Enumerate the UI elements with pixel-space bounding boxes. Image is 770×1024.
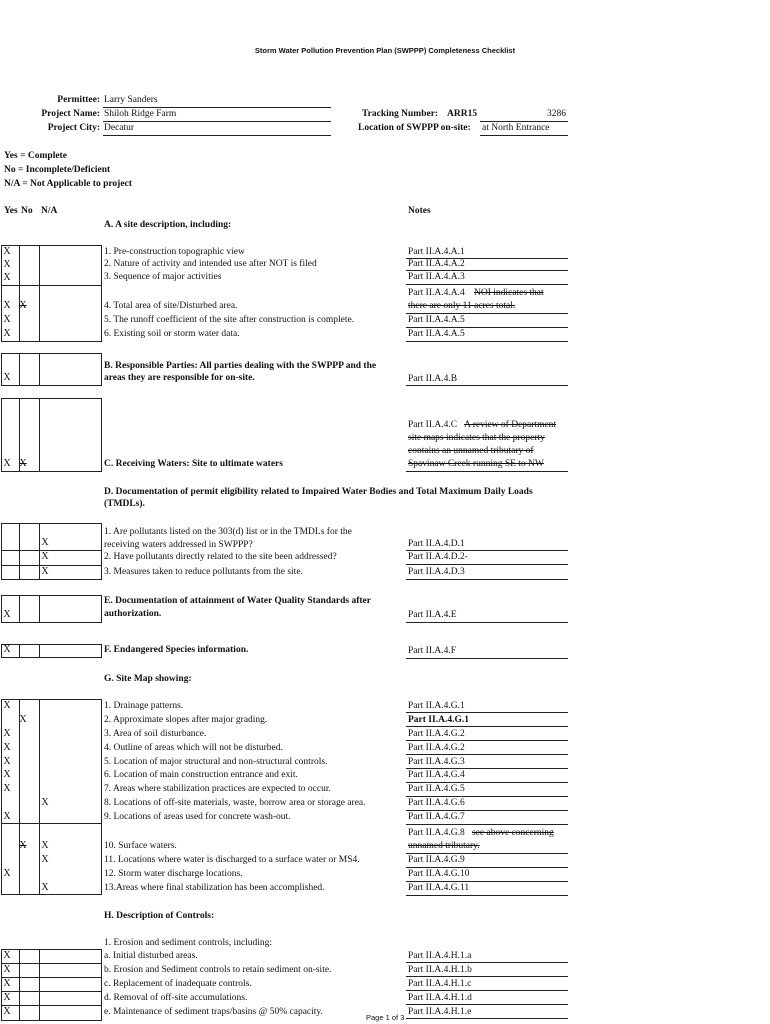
col-notes: Notes [408,206,431,216]
h-note-a: Part II.A.4.H.1.a [408,951,472,961]
g-note-12: Part II.A.4.G.10 [408,869,470,879]
h1a-yes-mark: X [3,950,11,961]
g-note-13: Part II.A.4.G.11 [408,883,470,893]
a-item-2: 2. Nature of activity and intended use after NOT is filed [104,259,317,269]
g-item-3: 3. Area of soil disturbance. [104,729,207,739]
section-g-title: G. Site Map showing: [104,674,192,684]
h-note-b: Part II.A.4.H.1.b [408,965,472,975]
page-number: Page 1 of 3 [366,1013,405,1022]
h-intro: 1. Erosion and sediment controls, including: [104,938,273,948]
d-item-2: 2. Have pollutants directly related to the site been addressed? [104,552,337,562]
a-note-4: Part II.A.4.A.4 [408,288,465,298]
a-note-6: Part II.A.4.A.5 [408,329,465,339]
g13-na-mark: X [41,882,49,893]
d-item-1a: 1. Are pollutants listed on the 303(d) list or in the TMDLs for the [104,527,352,537]
a-note-3: Part II.A.4.A.3 [408,272,465,282]
d-note-2: Part II.A.4.D.2- [408,552,468,562]
g-item-10: 10. Surface waters. [104,841,177,851]
section-h-box [1,949,102,1021]
g-note-5: Part II.A.4.G.3 [408,757,465,767]
g-note-9: Part II.A.4.G.7 [408,812,465,822]
g6-yes-mark: X [3,769,11,780]
col-no: No [21,206,33,216]
page-title: Storm Water Pollution Prevention Plan (SWPPP) Completeness Checklist [254,46,516,55]
g-item-7: 7. Areas where stabilization practices are expected to occur. [104,784,331,794]
g-note-8: Part II.A.4.G.6 [408,798,465,808]
b-note: Part II.A.4.B [408,374,458,384]
g-item-5: 5. Location of major structural and non-structural controls. [104,757,328,767]
a2-yes-mark: X [3,259,11,270]
h-note-e: Part II.A.4.H.1.e [408,1007,472,1017]
f-yes-mark: X [3,644,11,655]
d3-na-mark: X [41,566,49,577]
g-note-10: Part II.A.4.G.8 [408,828,465,838]
col-yes: Yes [4,206,18,216]
g-item-11: 11. Locations where water is discharged to a surface water or MS4. [104,855,360,865]
d-item-3: 3. Measures taken to reduce pollutants from the site. [104,567,303,577]
g5-yes-mark: X [3,756,11,767]
g-note-4: Part II.A.4.G.2 [408,743,465,753]
g-note-2: Part II.A.4.G.1 [408,715,469,725]
c-note-strike-1: A review of Department [464,420,557,430]
h1e-yes-mark: X [3,1006,11,1017]
section-a-title: A. A site description, including: [104,220,232,230]
h1d-yes-mark: X [3,992,11,1003]
g-item-13: 13.Areas where final stabilization has been accomplished. [104,883,325,893]
h-item-c: c. Replacement of inadequate controls. [104,979,252,989]
a1-yes-mark: X [3,246,11,257]
section-b-box [1,353,102,386]
project-city-value: Decatur [104,123,135,133]
g8-na-mark: X [41,797,49,808]
g10-na-mark: X [41,840,49,851]
g-note-11: Part II.A.4.G.9 [408,855,465,865]
h1b-yes-mark: X [3,964,11,975]
a-item-1: 1. Pre-construction topographic view [104,247,245,257]
g-item-12: 12. Storm water discharge locations. [104,869,243,879]
a-note-5: Part II.A.4.A.5 [408,315,465,325]
a-item-4: 4. Total area of site/Disturbed area. [104,301,238,311]
project-name-label: Project Name: [41,109,100,119]
a3-yes-mark: X [3,272,11,283]
section-c-title: C. Receiving Waters: Site to ultimate waters [104,459,283,469]
g7-yes-mark: X [3,783,11,794]
d2-na-mark: X [41,551,49,562]
g1-yes-mark: X [3,700,11,711]
g-note-10-strike-1: see above concerning [472,828,554,838]
section-f-title: F. Endangered Species information. [104,645,249,655]
project-city-label: Project City: [47,123,100,133]
f-note: Part II.A.4.F [408,646,457,656]
tracking-number: 3286 [547,109,566,119]
a-note-2: Part II.A.4.A.2 [408,259,465,269]
d1-na-mark: X [41,537,49,548]
b-yes-mark: X [3,372,11,383]
section-f-box [1,644,102,658]
c-no-mark: X [19,458,27,469]
g11-na-mark: X [41,854,49,865]
g9-yes-mark: X [3,811,11,822]
g-note-3: Part II.A.4.G.2 [408,729,465,739]
a4-no-mark: X [19,300,27,311]
g-item-1: 1. Drainage patterns. [104,701,184,711]
h-item-a: a. Initial disturbed areas. [104,951,198,961]
h-note-c: Part II.A.4.H.1.c [408,979,472,989]
section-e-box [1,595,102,623]
d-note-3: Part II.A.4.D.3 [408,567,465,577]
section-b-title-2: areas they are responsible for on-site. [104,373,255,383]
d-item-1b: receiving waters addressed in SWPPP? [104,540,253,550]
g-note-10-strike-2: unnamed tributary. [408,841,480,851]
c-note-strike-2: site maps indicates that the property [408,433,545,443]
a4-yes-mark: X [3,300,11,311]
g10-no-mark: X [19,840,27,851]
location-label: Location of SWPPP on-site: [358,123,471,133]
section-d-title-2: (TMDLs). [104,499,145,509]
a-item-6: 6. Existing soil or storm water data. [104,329,240,339]
a-item-5: 5. The runoff coefficient of the site after construction is complete. [104,315,355,325]
c-yes-mark: X [3,458,11,469]
a6-yes-mark: X [3,328,11,339]
col-na: N/A [41,206,58,216]
c-note: Part II.A.4.C [408,420,458,430]
section-e-title-1: E. Documentation of attainment of Water Quality Standards after [104,596,371,606]
h1c-yes-mark: X [3,978,11,989]
legend-no: No = Incomplete/Deficient [4,165,111,175]
section-d-title-1: D. Documentation of permit eligibility related to Impaired Water Bodies and Total Maximum Daily Loads [104,487,533,497]
a-note-4-strike-1: NOI indicates that [474,288,544,298]
g-item-4: 4. Outline of areas which will not be disturbed. [104,743,283,753]
g-item-8: 8. Locations of off-site materials, waste, borrow area or storage area. [104,798,366,808]
g2-no-mark: X [19,714,27,725]
location-value: at North Entrance [482,123,550,133]
a-note-4-strike-2: there are only 11 acres total. [408,301,516,311]
g-item-9: 9. Locations of areas used for concrete wash-out. [104,812,291,822]
e-yes-mark: X [3,609,11,620]
g4-yes-mark: X [3,742,11,753]
legend-yes: Yes = Complete [4,151,67,161]
c-note-strike-3: contains an unnamed tributary of [408,446,534,456]
g-note-1: Part II.A.4.G.1 [408,701,465,711]
c-note-strike-4: Spavinaw Creek running SE to NW [408,459,544,469]
g3-yes-mark: X [3,728,11,739]
h-item-d: d. Removal of off-site accumulations. [104,993,248,1003]
h-item-e: e. Maintenance of sediment traps/basins @ 50% capacity. [104,1007,323,1017]
h-item-b: b. Erosion and Sediment controls to retain sediment on-site. [104,965,332,975]
g-item-2: 2. Approximate slopes after major grading. [104,715,268,725]
g-note-7: Part II.A.4.G.5 [408,784,465,794]
e-note: Part II.A.4.E [408,610,457,620]
h-note-d: Part II.A.4.H.1.d [408,993,472,1003]
section-b-title-1: B. Responsible Parties: All parties dealing with the SWPPP and the [104,361,377,371]
section-e-title-2: authorization. [104,609,162,619]
g-item-6: 6. Location of main construction entrance and exit. [104,770,298,780]
project-name-value: Shiloh Ridge Farm [104,109,177,119]
tracking-prefix: ARR15 [447,109,478,119]
g-note-6: Part II.A.4.G.4 [408,770,465,780]
a-item-3: 3. Sequence of major activities [104,272,222,282]
d-note-1: Part II.A.4.D.1 [408,539,465,549]
section-h-title: H. Description of Controls: [104,911,215,921]
permittee-value: Larry Sanders [104,95,158,105]
legend-na: N/A = Not Applicable to project [4,179,132,189]
g12-yes-mark: X [3,868,11,879]
a-note-1: Part II.A.4.A.1 [408,247,465,257]
a5-yes-mark: X [3,314,11,325]
tracking-label: Tracking Number: [362,109,439,119]
permittee-label: Permittee: [57,95,100,105]
